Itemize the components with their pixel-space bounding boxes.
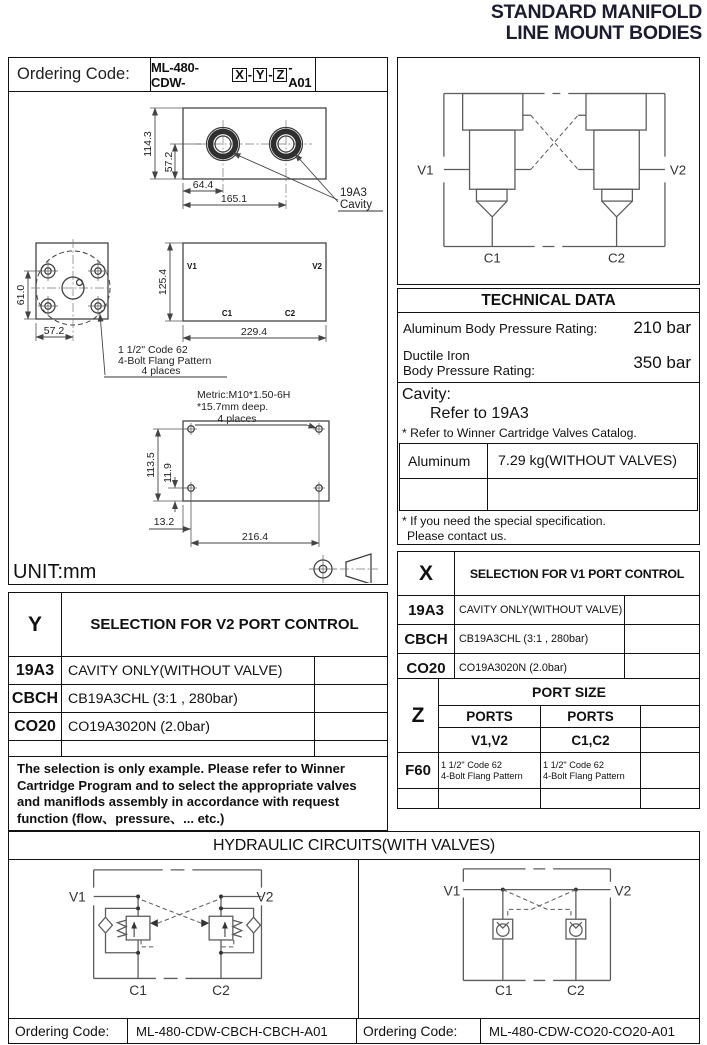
pilot-check-valve-2 bbox=[566, 890, 586, 981]
z-ports-label-v: PORTS bbox=[438, 705, 540, 727]
dim-cavity-x1: 64.4 bbox=[192, 179, 214, 191]
z-cell-v bbox=[438, 752, 540, 788]
cavity-value: Refer to 19A3 bbox=[430, 405, 529, 422]
cartridge-valve-2 bbox=[586, 94, 646, 247]
empty-cell bbox=[640, 752, 699, 788]
ductile-pressure-label-l1: Ductile Iron bbox=[403, 347, 470, 363]
circuit-cbch-diagram bbox=[9, 860, 356, 1013]
circuit-cbch-v2-label: V2 bbox=[256, 888, 274, 905]
y-row-desc: CO19A3020N (2.0bar) bbox=[61, 712, 314, 740]
weight-material: Aluminum bbox=[400, 444, 488, 478]
unit-label: UNIT:mm bbox=[13, 561, 97, 583]
ordering-code-value-right: ML-480-CDW-CO20-CO20-A01 bbox=[489, 1023, 675, 1039]
mounting-bolt-holes bbox=[185, 423, 325, 494]
empty-cell bbox=[624, 595, 699, 624]
circuit-co20-v1-label: V1 bbox=[443, 882, 461, 899]
x-row-code: 19A3 bbox=[398, 595, 454, 624]
empty-cell bbox=[9, 740, 61, 756]
front-view-v2-label: V2 bbox=[312, 262, 322, 271]
technical-drawing bbox=[9, 92, 386, 583]
circuit-co20-diagram bbox=[359, 860, 698, 1013]
y-row-code: CO20 bbox=[9, 712, 61, 740]
x-row-code: CBCH bbox=[398, 624, 454, 653]
x-table-header: SELECTION FOR V1 PORT CONTROL bbox=[454, 552, 699, 595]
empty-cell bbox=[314, 684, 387, 712]
z-ports-c: C1,C2 bbox=[540, 727, 640, 752]
cavity-note: * Refer to Winner Cartridge Valves Catalog. bbox=[402, 426, 637, 440]
dim-height: 114.3 bbox=[142, 131, 154, 157]
ordering-code-y: Y bbox=[253, 68, 267, 82]
ductile-pressure-row bbox=[398, 344, 699, 383]
circuit-co20-c2-label: C2 bbox=[567, 982, 585, 999]
empty-cell bbox=[438, 788, 540, 808]
empty-cell bbox=[624, 624, 699, 653]
z-cell-c-line1: 1 1/2" Code 62 bbox=[543, 760, 604, 770]
hydraulic-circuits-body bbox=[9, 860, 699, 1018]
hydraulic-circuits-title: HYDRAULIC CIRCUITS(WITH VALVES) bbox=[9, 832, 699, 860]
dim-end-height: 61.0 bbox=[15, 284, 27, 306]
schematic-v2-label: V2 bbox=[669, 162, 687, 178]
technical-data-panel bbox=[397, 288, 700, 545]
dim-bolt-height: 113.5 bbox=[145, 452, 157, 478]
technical-data-title: TECHNICAL DATA bbox=[398, 289, 699, 313]
cavity-block bbox=[398, 383, 699, 443]
empty-cell bbox=[640, 788, 699, 808]
dim-half-height: 57.2 bbox=[163, 151, 175, 173]
flange-note-line3: 4 places bbox=[141, 365, 181, 377]
ordering-code-x: X bbox=[232, 68, 246, 82]
ordering-code-sep1: - bbox=[247, 67, 252, 82]
ordering-code-label-right: Ordering Code: bbox=[357, 1019, 481, 1043]
y-row-code: 19A3 bbox=[9, 656, 61, 684]
y-selection-table bbox=[8, 592, 388, 831]
z-row-code: F60 bbox=[398, 752, 438, 788]
x-row-code: CO20 bbox=[398, 653, 454, 682]
schematic-c1-label: C1 bbox=[483, 250, 501, 266]
hydraulic-ordering-codes bbox=[9, 1018, 699, 1043]
schematic-c2-label: C2 bbox=[608, 250, 626, 266]
y-row-desc: CB19A3CHL (3:1 , 280bar) bbox=[61, 684, 314, 712]
dim-front-height: 125.4 bbox=[157, 268, 169, 296]
cavity-callout-line1: 19A3 bbox=[340, 187, 367, 199]
ordering-code-z: Z bbox=[273, 68, 287, 82]
dim-bolt-x1: 13.2 bbox=[153, 516, 175, 528]
y-row-code: CBCH bbox=[9, 684, 61, 712]
weight-table bbox=[399, 443, 698, 511]
x-table-key: X bbox=[418, 561, 433, 585]
z-port-size-table bbox=[397, 678, 700, 809]
end-view-outline bbox=[36, 243, 108, 319]
empty-cell bbox=[314, 656, 387, 684]
page-title-line2: LINE MOUNT BODIES bbox=[505, 22, 702, 44]
dim-bolt-span: 216.4 bbox=[241, 531, 269, 543]
top-view-outline bbox=[183, 108, 326, 179]
manifold-schematic bbox=[398, 58, 698, 283]
y-table-header: SELECTION FOR V2 PORT CONTROL bbox=[61, 593, 387, 656]
dim-front-width: 229.4 bbox=[240, 326, 268, 338]
empty-cell bbox=[640, 705, 699, 727]
circuit-cbch-v1-label: V1 bbox=[68, 888, 86, 905]
circuit-co20-v2-label: V2 bbox=[614, 882, 632, 899]
x-row-desc: CO19A3020N (2.0bar) bbox=[454, 653, 624, 682]
empty-cell bbox=[61, 740, 314, 756]
circuit-cbch-panel bbox=[9, 860, 359, 1018]
front-view-c2-label: C2 bbox=[284, 309, 296, 318]
x-row-desc: CB19A3CHL (3:1 , 280bar) bbox=[454, 624, 624, 653]
metric-note-line1: Metric:M10*1.50-6H bbox=[197, 389, 291, 401]
dim-cavity-x2: 165.1 bbox=[220, 193, 248, 205]
y-table-key: Y bbox=[27, 612, 42, 636]
empty-cell bbox=[540, 788, 640, 808]
dim-bolt-edge: 11.9 bbox=[162, 463, 174, 483]
front-view-c1-label: C1 bbox=[221, 309, 233, 318]
ordering-code-prefix: ML-480-CDW- bbox=[151, 59, 199, 90]
pilot-check-valve-1 bbox=[493, 890, 513, 981]
flange-note-line1: 1 1/2" Code 62 bbox=[118, 344, 188, 356]
drawing-panel bbox=[8, 57, 388, 585]
front-view-v1-label: V1 bbox=[187, 262, 197, 271]
z-cell-c bbox=[540, 752, 640, 788]
ductile-pressure-label bbox=[403, 348, 535, 378]
metric-note-line3: 4 places bbox=[217, 413, 257, 425]
empty-cell bbox=[314, 712, 387, 740]
footnote-line1: * If you need the special specification. bbox=[402, 514, 606, 528]
selection-note: The selection is only example. Please refer to Winner Cartridge Program and to select the appropriate valves and maniflods assembly in accordance with request function (flow、pressure、... etc.) bbox=[9, 756, 387, 831]
weight-value: 7.29 kg(WITHOUT VALVES) bbox=[498, 453, 677, 469]
metric-note-line2: *15.7mm deep. bbox=[197, 401, 269, 413]
z-cell-v-line1: 1 1/2" Code 62 bbox=[441, 760, 502, 770]
y-table-grid bbox=[9, 593, 387, 756]
x-row-desc: CAVITY ONLY(WITHOUT VALVE) bbox=[454, 595, 624, 624]
z-ports-label-c: PORTS bbox=[540, 705, 640, 727]
weight-empty-row bbox=[400, 478, 697, 510]
aluminum-pressure-label: Aluminum Body Pressure Rating: bbox=[403, 320, 598, 336]
footnote-line2: Please contact us. bbox=[407, 529, 507, 543]
dim-end-width: 57.2 bbox=[43, 325, 65, 337]
page-title-line1: STANDARD MANIFOLD bbox=[490, 1, 702, 23]
ductile-pressure-label-l2: Body Pressure Rating: bbox=[403, 362, 535, 378]
counterbalance-valve-1 bbox=[99, 895, 158, 979]
empty-cell bbox=[314, 740, 387, 756]
ordering-code-label-left: Ordering Code: bbox=[9, 1019, 128, 1043]
cavity-callout-line2: Cavity bbox=[340, 199, 372, 211]
bottom-view-outline bbox=[183, 421, 329, 501]
circuit-co20-c1-label: C1 bbox=[495, 982, 513, 999]
weight-row bbox=[400, 444, 697, 478]
aluminum-pressure-row bbox=[398, 313, 699, 343]
circuit-co20-panel bbox=[359, 860, 699, 1018]
schematic-v1-label: V1 bbox=[417, 162, 434, 178]
ordering-code-value bbox=[150, 58, 316, 91]
x-selection-table bbox=[397, 551, 700, 683]
ordering-code-sep2: - bbox=[268, 67, 273, 82]
ordering-code-label: Ordering Code: bbox=[17, 65, 130, 83]
ductile-pressure-value: 350 bar bbox=[633, 352, 691, 372]
z-cell-v-line2: 4-Bolt Flang Pattern bbox=[441, 770, 523, 781]
ordering-code-value-left: ML-480-CDW-CBCH-CBCH-A01 bbox=[128, 1019, 357, 1043]
aluminum-pressure-value: 210 bar bbox=[633, 318, 691, 338]
empty-cell bbox=[398, 788, 438, 808]
circuit-cbch-c2-label: C2 bbox=[212, 982, 230, 999]
z-table-key: Z bbox=[411, 703, 425, 727]
ordering-code-header bbox=[9, 58, 387, 92]
cartridge-valve-1 bbox=[463, 94, 523, 247]
z-table-title: PORT SIZE bbox=[438, 679, 699, 705]
cavity-label: Cavity: bbox=[402, 386, 451, 403]
ordering-code-suffix: -A01 bbox=[288, 59, 312, 90]
front-view-outline bbox=[183, 243, 326, 321]
third-angle-projection-icon bbox=[309, 554, 378, 583]
empty-cell bbox=[640, 727, 699, 752]
empty-cell bbox=[488, 479, 697, 510]
manifold-schematic-panel bbox=[397, 57, 700, 285]
z-cell-c-line2: 4-Bolt Flang Pattern bbox=[543, 770, 625, 781]
circuit-cbch-c1-label: C1 bbox=[129, 982, 147, 999]
z-ports-v: V1,V2 bbox=[438, 727, 540, 752]
empty-cell bbox=[400, 479, 488, 510]
hydraulic-circuits-panel bbox=[8, 831, 700, 1044]
y-row-desc: CAVITY ONLY(WITHOUT VALVE) bbox=[61, 656, 314, 684]
page-title bbox=[491, 2, 702, 44]
flange-note-line2: 4-Bolt Flang Pattern bbox=[118, 355, 212, 367]
technical-data-footnote bbox=[398, 511, 699, 544]
counterbalance-valve-2 bbox=[201, 895, 260, 979]
